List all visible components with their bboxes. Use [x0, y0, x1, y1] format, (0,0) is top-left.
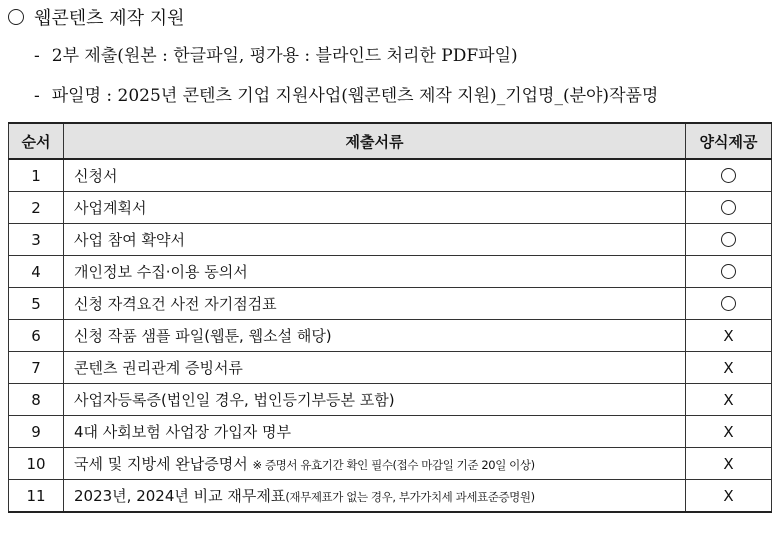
submission-bullet-text: 2부 제출(원본 : 한글파일, 평가용 : 블라인드 처리한 PDF파일): [51, 46, 518, 66]
document-name: 신청서: [74, 167, 118, 185]
document-name: 사업계획서: [74, 199, 147, 217]
row-number: 4: [9, 256, 64, 288]
form-provided-cell: [686, 159, 772, 192]
table-body: [9, 159, 772, 512]
form-provided-cell: [686, 224, 772, 256]
document-name: 신청 작품 샘플 파일(웹툰, 웹소설 해당): [74, 327, 332, 345]
row-number: 7: [9, 352, 64, 384]
table-row: [9, 224, 772, 256]
form-not-provided-cell: [686, 384, 772, 416]
documents-table: [8, 122, 772, 513]
circle-icon: [721, 232, 736, 247]
row-number: 1: [9, 159, 64, 192]
document-cell: [64, 256, 686, 288]
document-cell: [64, 192, 686, 224]
form-not-provided-cell: [686, 416, 772, 448]
table-row: [9, 320, 772, 352]
form-provided-cell: [686, 288, 772, 320]
table-row: [9, 448, 772, 480]
document-cell: [64, 352, 686, 384]
form-not-provided-cell: [686, 480, 772, 513]
row-number: 9: [9, 416, 64, 448]
row-number: 2: [9, 192, 64, 224]
x-mark: X: [723, 326, 734, 345]
form-not-provided-cell: [686, 448, 772, 480]
row-number: 11: [9, 480, 64, 513]
row-number: 3: [9, 224, 64, 256]
document-note: (재무제표가 없는 경우, 부가가치세 과세표준증명원): [285, 490, 535, 504]
document-cell: [64, 384, 686, 416]
document-name: 개인정보 수집·이용 동의서: [74, 263, 248, 281]
row-number: 10: [9, 448, 64, 480]
document-name: 국세 및 지방세 완납증명서: [74, 455, 248, 473]
row-number: 8: [9, 384, 64, 416]
table-row: [9, 416, 772, 448]
x-mark: X: [723, 422, 734, 441]
document-name: 사업자등록증(법인일 경우, 법인등기부등본 포함): [74, 391, 395, 409]
filename-bullet: [34, 81, 658, 106]
circle-icon: [721, 296, 736, 311]
table-row: [9, 192, 772, 224]
document-cell: [64, 416, 686, 448]
x-mark: X: [723, 358, 734, 377]
document-cell: [64, 159, 686, 192]
filename-bullet-text: 파일명 : 2025년 콘텐츠 기업 지원사업(웹콘텐츠 제작 지원)_기업명_(분야)작품명: [51, 86, 659, 106]
circle-icon: [721, 264, 736, 279]
document-cell: [64, 448, 686, 480]
submission-bullet: [34, 41, 518, 66]
table-row: [9, 288, 772, 320]
table-row: [9, 384, 772, 416]
header-form-provided: 양식제공: [686, 123, 772, 159]
document-note: ※ 증명서 유효기간 확인 필수(접수 마감일 기준 20일 이상): [252, 458, 535, 472]
document-name: 콘텐츠 권리관계 증빙서류: [74, 359, 243, 377]
form-provided-cell: [686, 192, 772, 224]
circle-icon: [721, 200, 736, 215]
table-row: [9, 480, 772, 513]
x-mark: X: [723, 390, 734, 409]
x-mark: X: [723, 454, 734, 473]
document-name: 4대 사회보험 사업장 가입자 명부: [74, 423, 291, 441]
form-not-provided-cell: [686, 320, 772, 352]
table-row: [9, 352, 772, 384]
header-documents: 제출서류: [64, 123, 686, 159]
dash-marker: -: [34, 46, 40, 66]
form-provided-cell: [686, 256, 772, 288]
document-cell: [64, 480, 686, 513]
circle-bullet-icon: [8, 9, 24, 25]
document-cell: [64, 320, 686, 352]
document-cell: [64, 288, 686, 320]
x-mark: X: [723, 486, 734, 505]
table-row: [9, 256, 772, 288]
table-row: [9, 159, 772, 192]
circle-icon: [721, 168, 736, 183]
header-order: 순서: [9, 123, 64, 159]
document-cell: [64, 224, 686, 256]
table-header-row: [9, 123, 772, 159]
row-number: 6: [9, 320, 64, 352]
section-heading: [8, 4, 185, 30]
document-name: 2023년, 2024년 비교 재무제표: [74, 487, 286, 505]
dash-marker: -: [34, 86, 40, 106]
document-name: 신청 자격요건 사전 자기점검표: [74, 295, 277, 313]
form-not-provided-cell: [686, 352, 772, 384]
section-heading-text: 웹콘텐츠 제작 지원: [34, 8, 185, 29]
row-number: 5: [9, 288, 64, 320]
document-name: 사업 참여 확약서: [74, 231, 185, 249]
